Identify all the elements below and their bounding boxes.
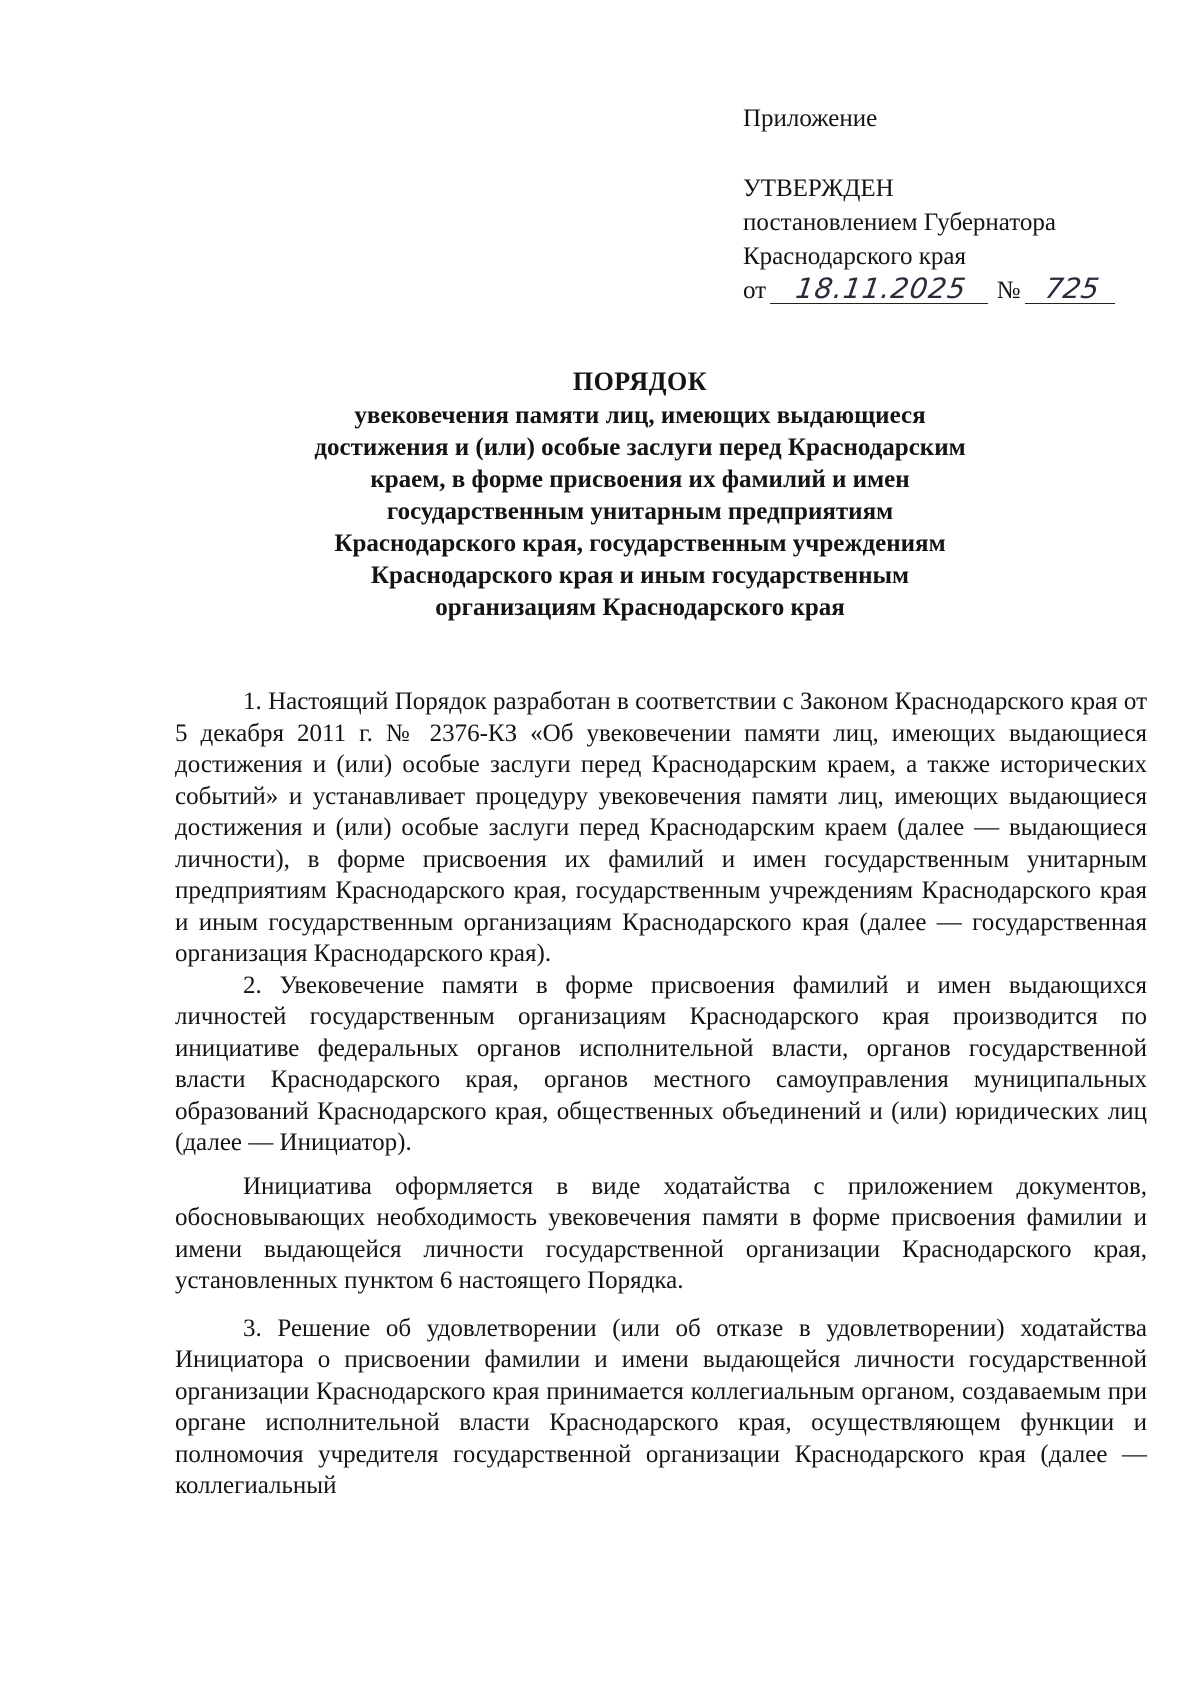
approved-label: УТВЕРЖДЕН [743,175,894,202]
spacer [743,136,1163,172]
appendix-label: Приложение [743,105,878,132]
number-sign: № [996,277,1021,304]
title-line: Краснодарского края и иным государственным [370,562,910,589]
approval-block [743,102,1163,308]
date-number-line [743,274,1163,308]
handwritten-date: 18.11.2025 [770,275,992,304]
title-line: Краснодарского края, государственным учреждениям [334,530,946,557]
paragraph-2: 2. Увековечение памяти в форме присвоения фамилий и имен выдающихся личностей государственным организациям Краснодарского края производится по инициативе федеральных органов исполнительной власти, органов государственной власти Краснодарского края, органов местного самоуправления муниципальных образований Краснодарского края, общественных объединений и (или) юридических лиц (далее — Инициатор). [175,971,1147,1156]
title-line: краем, в форме присвоения их фамилий и имен [370,466,910,493]
title-line: организациям Краснодарского края [435,594,845,621]
document-title [200,366,1080,624]
approved-by-line-2: Краснодарского края [743,243,966,270]
document-body [175,686,1147,1502]
paragraph-1: 1. Настоящий Порядок разработан в соответствии с Законом Краснодарского края от 5 декабря 2011 г. № 2376-КЗ «Об увековечении памяти лиц, имеющих выдающиеся достижения и (или) особые заслуги перед Краснодарским краем, а также исторических событий» и устанавливает процедуру увековечения памяти лиц, имеющих выдающиеся достижения и (или) особые заслуги перед Краснодарским краем (далее — выдающиеся личности), в форме присвоения их фамилий и имен государственным унитарным предприятиям Краснодарского края, государственным учреждениям Краснодарского края и иным государственным организациям Краснодарского края (далее — государственная организация Краснодарского края). [175,688,1147,967]
date-prefix: от [743,277,767,304]
title-line: увековечения памяти лиц, имеющих выдающиеся [354,402,926,429]
approved-by-line-1: постановлением Губернатора [743,209,1056,236]
title-line: достижения и (или) особые заслуги перед Краснодарским [314,434,966,461]
paragraph-initiative: Инициатива оформляется в виде ходатайства с приложением документов, обосновывающих необходимость увековечения памяти в форме присвоения фамилии и имени выдающейся личности государственной организации Краснодарского края, установленных пунктом 6 настоящего Порядка. [175,1172,1147,1294]
paragraph-3: 3. Решение об удовлетворении (или об отказе в удовлетворении) ходатайства Инициатора о присвоении фамилии и имени выдающейся личности государственной организации Краснодарского края принимается коллегиальным органом, создаваемым при органе исполнительной власти Краснодарского края, осуществляющем функции и полномочия учредителя государственной организации Краснодарского края (далее — коллегиальный [175,1314,1147,1499]
title-line: государственным унитарным предприятиям [386,498,894,525]
title-heading: ПОРЯДОК [572,367,708,396]
handwritten-number: 725 [1025,275,1119,304]
